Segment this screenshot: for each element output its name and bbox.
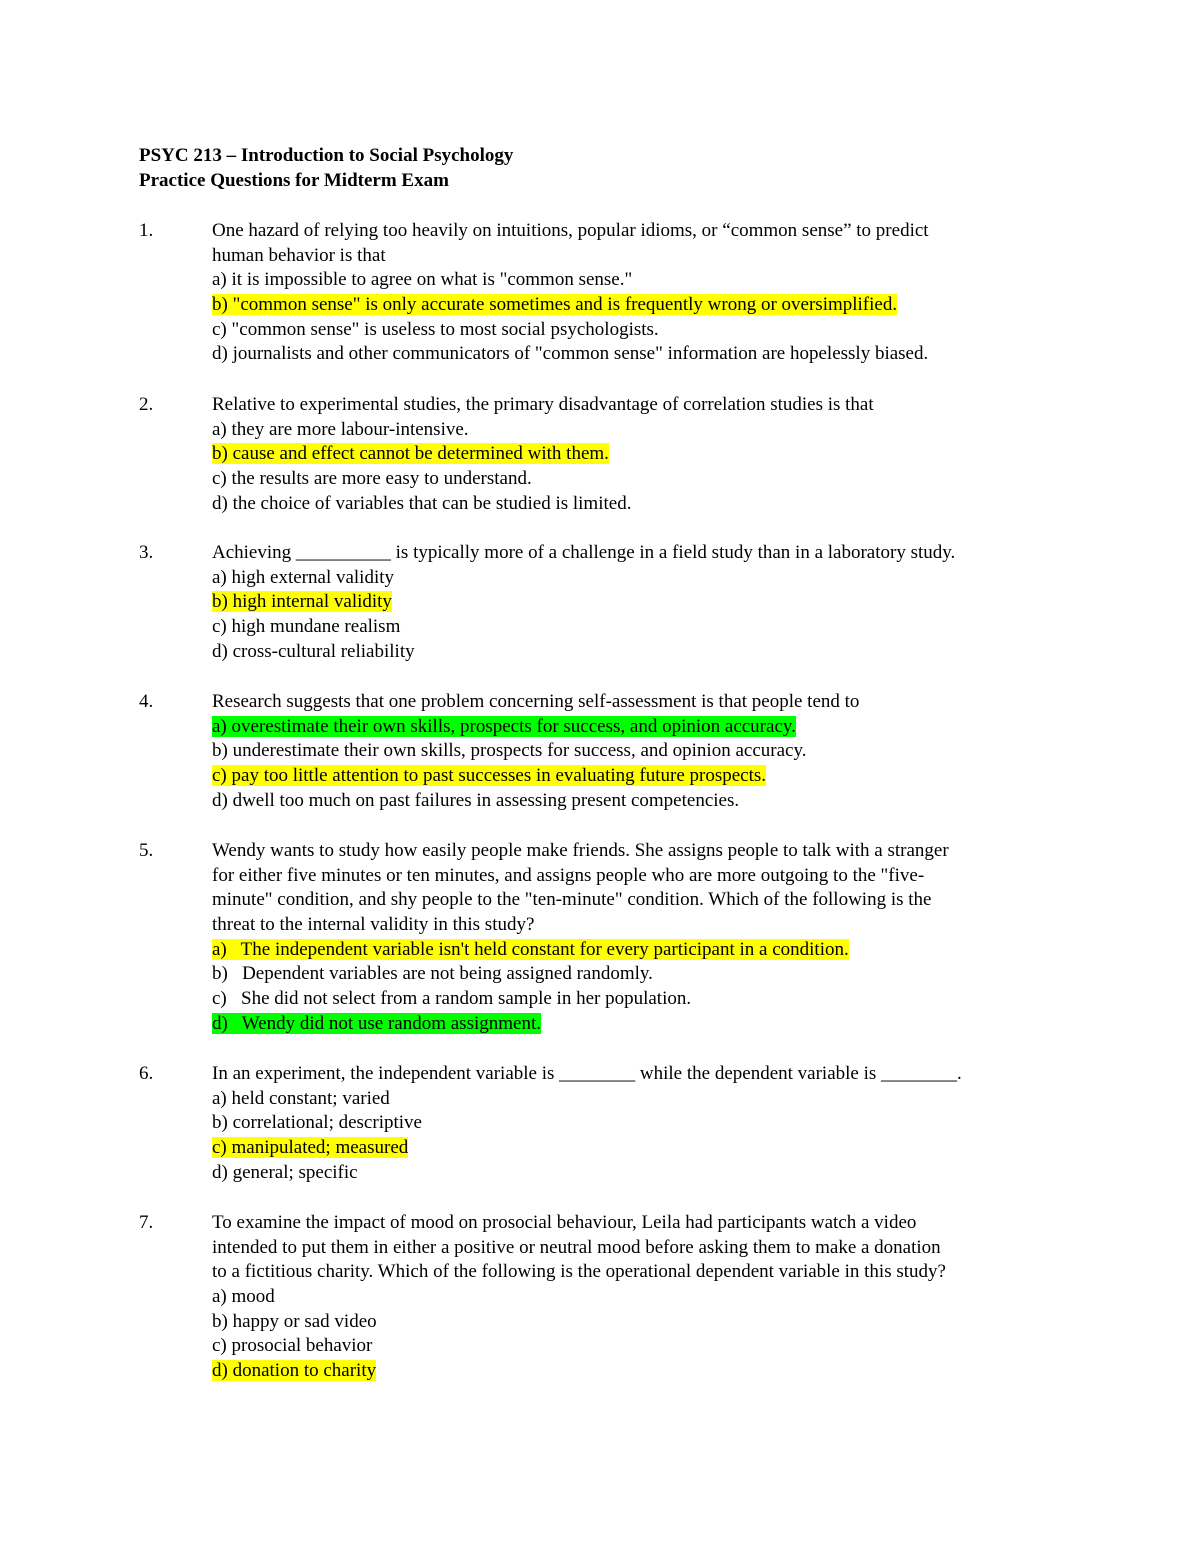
answer-option bbox=[212, 293, 1072, 318]
answer-option bbox=[212, 789, 1072, 814]
answer-option bbox=[212, 962, 1072, 987]
answer-option bbox=[212, 1310, 1072, 1335]
answer-option-text: c) She did not select from a random sample in her population. bbox=[212, 988, 692, 1010]
answer-option bbox=[212, 590, 1072, 615]
answer-option bbox=[212, 1334, 1072, 1359]
question-number: 1. bbox=[139, 220, 154, 241]
answer-option bbox=[212, 739, 1072, 764]
answer-option-text: a) it is impossible to agree on what is "common sense." bbox=[212, 269, 633, 291]
question-stem-line: Achieving __________ is typically more of a challenge in a field study than in a laboratory study. bbox=[212, 542, 956, 563]
answer-option bbox=[212, 566, 1072, 591]
answer-option-text: b) happy or sad video bbox=[212, 1310, 377, 1332]
answer-option bbox=[212, 318, 1072, 343]
highlighted-answer-text: b) high internal validity bbox=[212, 591, 392, 613]
answer-option bbox=[212, 987, 1072, 1012]
question-stem-line: Relative to experimental studies, the primary disadvantage of correlation studies is that bbox=[212, 394, 874, 415]
answer-option bbox=[212, 492, 1072, 517]
answer-option bbox=[212, 1012, 1072, 1037]
question-stem-line: In an experiment, the independent variable is ________ while the dependent variable is ________. bbox=[212, 1063, 962, 1084]
question-body bbox=[212, 219, 1072, 367]
question-stem-line: threat to the internal validity in this study? bbox=[212, 914, 535, 936]
highlighted-answer-text: b) cause and effect cannot be determined with them. bbox=[212, 443, 609, 465]
answer-option bbox=[212, 1136, 1072, 1161]
highlighted-answer-text: d) donation to charity bbox=[212, 1360, 377, 1382]
answer-option-text: d) cross-cultural reliability bbox=[212, 640, 415, 662]
answer-option-text: c) the results are more easy to understand. bbox=[212, 468, 532, 490]
question-body bbox=[212, 839, 1072, 1037]
question-body bbox=[212, 1211, 1072, 1384]
question-stem-line: Research suggests that one problem concerning self-assessment is that people tend to bbox=[212, 691, 860, 712]
answer-option-text: b) underestimate their own skills, prospects for success, and opinion accuracy. bbox=[212, 740, 807, 762]
highlighted-answer-text: a) The independent variable isn't held constant for every participant in a condition. bbox=[212, 938, 849, 960]
answer-option-text: a) mood bbox=[212, 1286, 275, 1308]
question-stem-line: minute" condition, and shy people to the "ten-minute" condition. Which of the following is the bbox=[212, 889, 932, 911]
answer-option-text: b) Dependent variables are not being assigned randomly. bbox=[212, 963, 653, 985]
answer-option bbox=[212, 418, 1072, 443]
question-number: 4. bbox=[139, 691, 154, 712]
answer-option-text: a) held constant; varied bbox=[212, 1087, 390, 1109]
answer-option bbox=[212, 640, 1072, 665]
answer-option-text: b) correlational; descriptive bbox=[212, 1112, 422, 1134]
answer-option-text: c) "common sense" is useless to most social psychologists. bbox=[212, 318, 659, 340]
answer-option bbox=[212, 715, 1072, 740]
answer-option bbox=[212, 938, 1072, 963]
question-body bbox=[212, 690, 1072, 813]
question-body bbox=[212, 393, 1072, 516]
question-stem-line: To examine the impact of mood on prosocial behaviour, Leila had participants watch a video bbox=[212, 1212, 917, 1233]
answer-option bbox=[212, 1087, 1072, 1112]
exam-subtitle: Practice Questions for Midterm Exam bbox=[139, 170, 449, 191]
answer-option bbox=[212, 615, 1072, 640]
course-title: PSYC 213 – Introduction to Social Psychology bbox=[139, 145, 514, 166]
answer-option-text: c) prosocial behavior bbox=[212, 1335, 373, 1357]
question-body bbox=[212, 541, 1072, 664]
answer-option-text: d) the choice of variables that can be studied is limited. bbox=[212, 492, 632, 514]
highlighted-answer-text: b) "common sense" is only accurate sometimes and is frequently wrong or oversimplified. bbox=[212, 294, 898, 316]
question-stem-line: intended to put them in either a positive or neutral mood before asking them to make a donation bbox=[212, 1236, 941, 1258]
question-number: 5. bbox=[139, 840, 154, 861]
answer-option bbox=[212, 442, 1072, 467]
question-stem-line: Wendy wants to study how easily people make friends. She assigns people to talk with a stranger bbox=[212, 840, 949, 861]
answer-option-text: d) journalists and other communicators of "common sense" information are hopelessly biased. bbox=[212, 343, 929, 365]
answer-option bbox=[212, 268, 1072, 293]
question-number: 3. bbox=[139, 542, 154, 563]
answer-option bbox=[212, 342, 1072, 367]
answer-option-text: d) dwell too much on past failures in assessing present competencies. bbox=[212, 789, 740, 811]
highlighted-answer-text: a) overestimate their own skills, prospects for success, and opinion accuracy. bbox=[212, 715, 796, 737]
question-stem-line: One hazard of relying too heavily on intuitions, popular idioms, or “common sense” to predict bbox=[212, 220, 929, 241]
question-stem-line: to a fictitious charity. Which of the following is the operational dependent variable in this study? bbox=[212, 1261, 946, 1283]
answer-option-text: a) they are more labour-intensive. bbox=[212, 418, 469, 440]
document-header bbox=[139, 143, 513, 193]
answer-option bbox=[212, 1359, 1072, 1384]
highlighted-answer-text: d) Wendy did not use random assignment. bbox=[212, 1012, 541, 1034]
answer-option-text: c) high mundane realism bbox=[212, 616, 401, 638]
answer-option-text: a) high external validity bbox=[212, 566, 395, 588]
question-stem-line: human behavior is that bbox=[212, 244, 386, 266]
answer-option bbox=[212, 467, 1072, 492]
answer-option bbox=[212, 1111, 1072, 1136]
answer-option bbox=[212, 764, 1072, 789]
question-number: 6. bbox=[139, 1063, 154, 1084]
question-number: 2. bbox=[139, 394, 154, 415]
answer-option bbox=[212, 1285, 1072, 1310]
highlighted-answer-text: c) pay too little attention to past successes in evaluating future prospects. bbox=[212, 765, 767, 787]
answer-option bbox=[212, 1161, 1072, 1186]
question-stem-line: for either five minutes or ten minutes, and assigns people who are more outgoing to the "five- bbox=[212, 864, 925, 886]
answer-option-text: d) general; specific bbox=[212, 1161, 358, 1183]
question-number: 7. bbox=[139, 1212, 154, 1233]
question-body bbox=[212, 1062, 1072, 1185]
highlighted-answer-text: c) manipulated; measured bbox=[212, 1137, 409, 1159]
